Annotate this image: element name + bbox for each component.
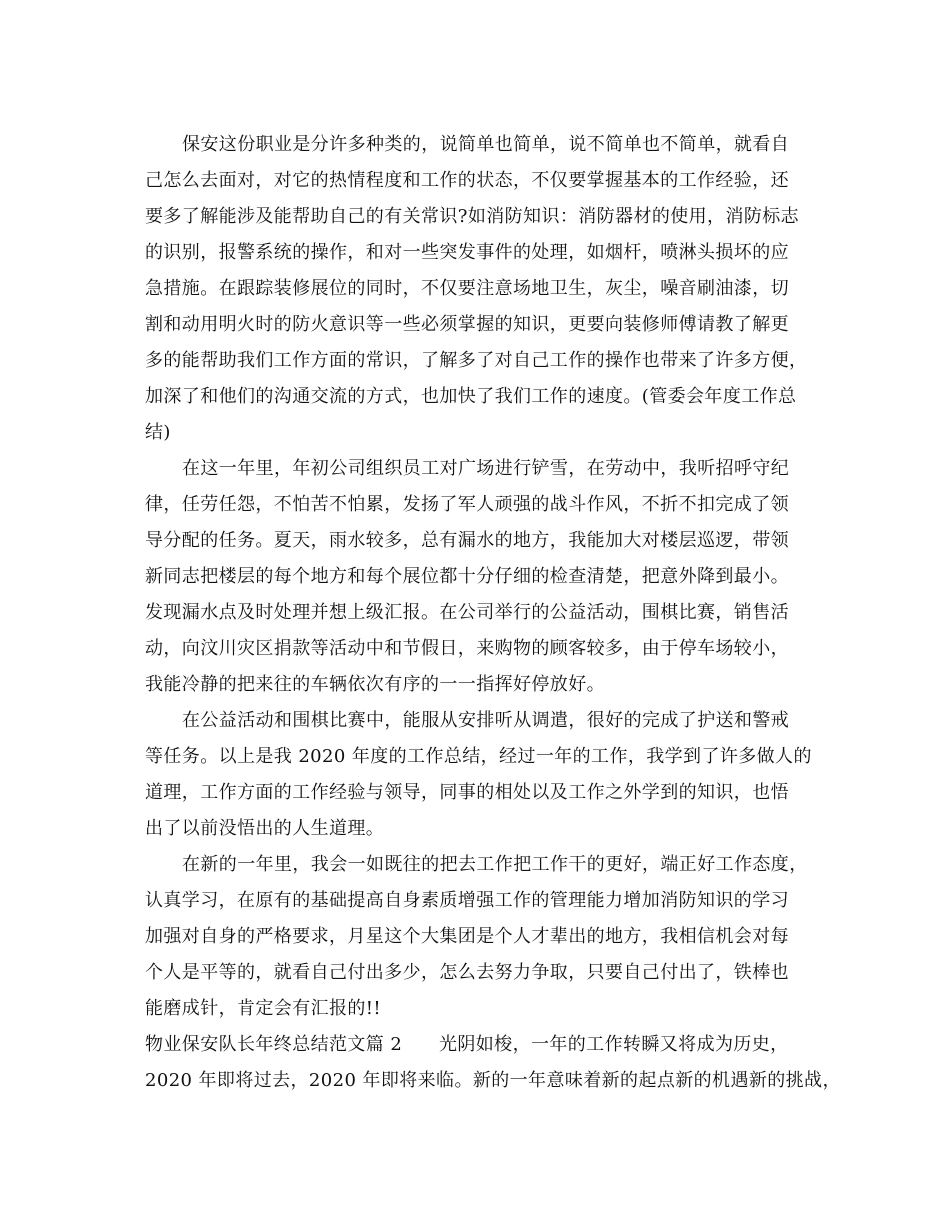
text-line: 己怎么去面对，对它的热情程度和工作的状态，不仅要掌握基本的工作经验，还 bbox=[145, 170, 789, 191]
text-line: 加强对自身的严格要求，月星这个大集团是个人才辈出的地方，我相信机会对每 bbox=[145, 926, 789, 947]
text-line: 2020 年即将过去，2020 年即将来临。新的一年意味着新的起点新的机遇新的挑战， bbox=[145, 1070, 841, 1091]
text-line: 在新的一年里，我会一如既往的把去工作把工作干的更好，端正好工作态度， bbox=[182, 854, 808, 875]
text-line: 认真学习，在原有的基础提高自身素质增强工作的管理能力增加消防知识的学习 bbox=[145, 890, 789, 911]
text-line: 道理，工作方面的工作经验与领导，同事的相处以及工作之外学到的知识，也悟 bbox=[145, 782, 789, 803]
text-line: 发现漏水点及时处理并想上级汇报。在公司举行的公益活动，围棋比赛，销售活 bbox=[145, 602, 789, 623]
text-line: 出了以前没悟出的人生道理。 bbox=[145, 818, 385, 839]
text-line: 要多了解能涉及能帮助自己的有关常识?如消防知识：消防器材的使用，消防标志 bbox=[145, 206, 800, 227]
text-line: 动，向汶川灾区捐款等活动中和节假日，来购物的顾客较多，由于停车场较小， bbox=[145, 638, 789, 659]
text-line: 新同志把楼层的每个地方和每个展位都十分仔细的检查清楚，把意外降到最小。 bbox=[145, 566, 789, 587]
text-line: 保安这份职业是分许多种类的，说简单也简单，说不简单也不简单，就看自 bbox=[182, 134, 790, 155]
text-line: 割和动用明火时的防火意识等一些必须掌握的知识，更要向装修师傅请教了解更 bbox=[145, 314, 789, 335]
text-line: 结) bbox=[145, 422, 171, 443]
text-line: 在公益活动和围棋比赛中，能服从安排听从调遣，很好的完成了护送和警戒 bbox=[182, 710, 790, 731]
text-line: 加深了和他们的沟通交流的方式，也加快了我们工作的速度。(管委会年度工作总 bbox=[145, 386, 797, 407]
text-line: 律，任劳任怨，不怕苦不怕累，发扬了军人顽强的战斗作风，不折不扣完成了领 bbox=[145, 494, 789, 515]
text-line: 等任务。以上是我 2020 年度的工作总结，经过一年的工作，我学到了许多做人的 bbox=[145, 746, 812, 767]
text-line: 我能冷静的把来往的车辆依次有序的一一指挥好停放好。 bbox=[145, 674, 605, 695]
section-heading-line: 物业保安队长年终总结范文篇 2 光阴如梭，一年的工作转瞬又将成为历史， bbox=[145, 1034, 789, 1055]
text-line: 在这一年里，年初公司组织员工对广场进行铲雪，在劳动中，我听招呼守纪 bbox=[182, 458, 790, 479]
text-line: 个人是平等的，就看自己付出多少，怎么去努力争取，只要自己付出了，铁棒也 bbox=[145, 962, 789, 983]
text-line: 急措施。在跟踪装修展位的同时，不仅要注意场地卫生，灰尘，噪音刷油漆，切 bbox=[145, 278, 789, 299]
text-line: 导分配的任务。夏天，雨水较多，总有漏水的地方，我能加大对楼层巡逻，带领 bbox=[145, 530, 789, 551]
text-line: 的识别，报警系统的操作，和对一些突发事件的处理，如烟杆，喷淋头损坏的应 bbox=[145, 242, 789, 263]
text-line: 能磨成针，肯定会有汇报的!! bbox=[145, 998, 382, 1019]
text-line: 多的能帮助我们工作方面的常识，了解多了对自己工作的操作也带来了许多方便， bbox=[145, 350, 808, 371]
